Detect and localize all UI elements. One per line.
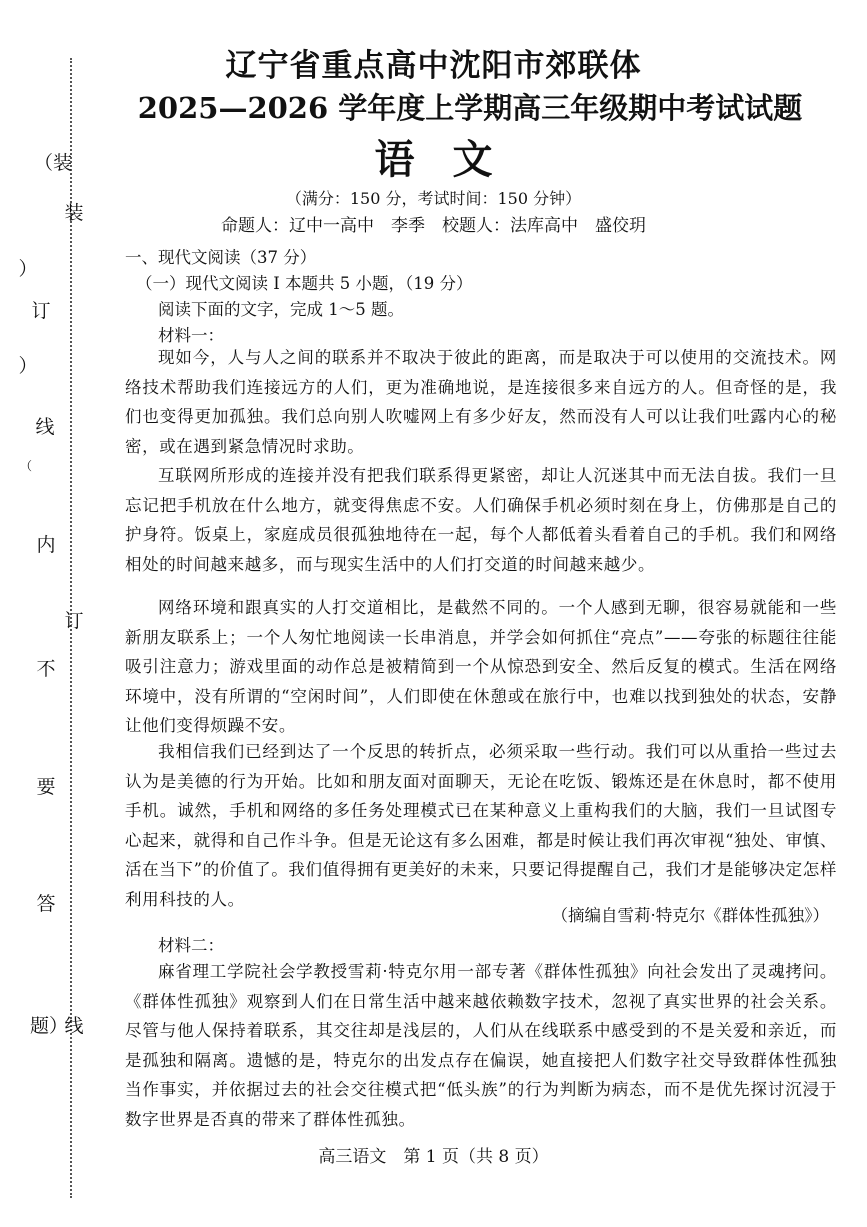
subsection-heading: （一）现代文阅读 I 本题共 5 小题，（19 分） — [136, 274, 473, 293]
paragraph: 现如今，人与人之间的联系并不取决于彼此的距离，而是取决于可以使用的交流技术。网络技术帮助我们连接远方的人们，更为准确地说，是连接很多来自远方的人。但奇怪的是，我们也变得更加孤独。我们总向别人吹嘘网上有多少好友，然而没有人可以让我们吐露内心的秘密，或在遇到紧急情况时求助。 — [125, 348, 837, 456]
margin-label: （ — [19, 459, 32, 473]
margin-label: 要 — [36, 776, 56, 798]
margin-label: ） — [18, 355, 38, 377]
paragraph: 麻省理工学院社会学教授雪莉·特克尔用一部专著《群体性孤独》向社会发出了灵魂拷问。《群体性孤独》观察到人们在日常生活中越来越依赖数字技术，忽视了真实世界的社会关系。尽管与他人保持着联系，其交往却是浅层的，人们从在线联系中感受到的不是关爱和亲近，而是孤独和隔离。遗憾的是，特克尔的出发点存在偏误，她直接把人们数字社交导致群体性孤独当作事实，并依据过去的社会交往模式把“低头族”的行为判断为病态，而不是优先探讨沉浸于数字世界是否真的带来了群体性孤独。 — [125, 962, 837, 1129]
margin-label: 内 — [36, 534, 56, 556]
paragraph: 我相信我们已经到达了一个反思的转折点，必须采取一些行动。我们可以从重拾一些过去认为是美德的行为开始。比如和朋友面对面聊天，无论在吃饭、锻炼还是在休息时，都不使用手机。诚然，手机和网络的多任务处理模式已在某种意义上重构我们的大脑，我们一旦试图专心起来，就得和自己作斗争。但是无论这有多么困难，都是时候让我们再次审视“独处、审慎、活在当下”的价值了。我们值得拥有更美好的未来，只要记得提醒自己，我们才是能够决定怎样利用科技的人。 — [125, 742, 837, 909]
exam-title-line2: 2025—2026 学年度上学期高三年级期中考试试题 — [137, 91, 803, 125]
margin-label: 订 — [31, 300, 51, 322]
instruction: 阅读下面的文字，完成 1～5 题。 — [158, 300, 404, 319]
margin-label: 线 — [64, 1015, 84, 1037]
margin-label: 线 — [35, 416, 55, 438]
material2-label: 材料二： — [158, 936, 224, 955]
margin-label: 装 — [64, 202, 84, 224]
margin-label: 题） — [30, 1015, 69, 1037]
section-heading: 一、现代文阅读（37 分） — [125, 248, 317, 267]
margin-label: 不 — [36, 658, 56, 680]
material1-label: 材料一： — [158, 326, 224, 345]
margin-label: 订 — [64, 610, 84, 632]
paragraph: 互联网所形成的连接并没有把我们联系得更紧密，却让人沉迷其中而无法自拔。我们一旦忘记把手机放在什么地方，就变得焦虑不安。人们确保手机必须时刻在身上，仿佛那是自己的护身符。饭桌上，家庭成员很孤独地待在一起，每个人都低着头看着自己的手机。我们和网络相处的时间越来越多，而与现实生活中的人们打交道的时间越来越少。 — [125, 466, 837, 574]
exam-info: （满分：150 分，考试时间：150 分钟） — [285, 189, 582, 208]
subject-title: 语文 — [374, 136, 531, 183]
material1-source: （摘编自雪莉·特克尔《群体性孤独》） — [551, 906, 829, 925]
exam-authors: 命题人：辽中一高中 李季 校题人：法库高中 盛佼玥 — [221, 216, 646, 236]
margin-label: （装 — [34, 152, 73, 174]
margin-label: 答 — [36, 893, 56, 915]
page-footer: 高三语文 第 1 页（共 8 页） — [318, 1147, 549, 1167]
margin-label: ） — [18, 258, 38, 280]
paragraph: 网络环境和跟真实的人打交道相比，是截然不同的。一个人感到无聊，很容易就能和一些新朋友联系上；一个人匆忙地阅读一长串消息，并学会如何抓住“亮点”——夸张的标题往往能吸引注意力；游戏里面的动作总是被精简到一个从惊恐到安全、然后反复的模式。生活在网络环境中，没有所谓的“空闲时间”，人们即使在休憩或在旅行中，也难以找到独处的状态，安静让他们变得烦躁不安。 — [125, 598, 837, 736]
exam-title-line1: 辽宁省重点高中沈阳市郊联体 — [225, 48, 642, 84]
